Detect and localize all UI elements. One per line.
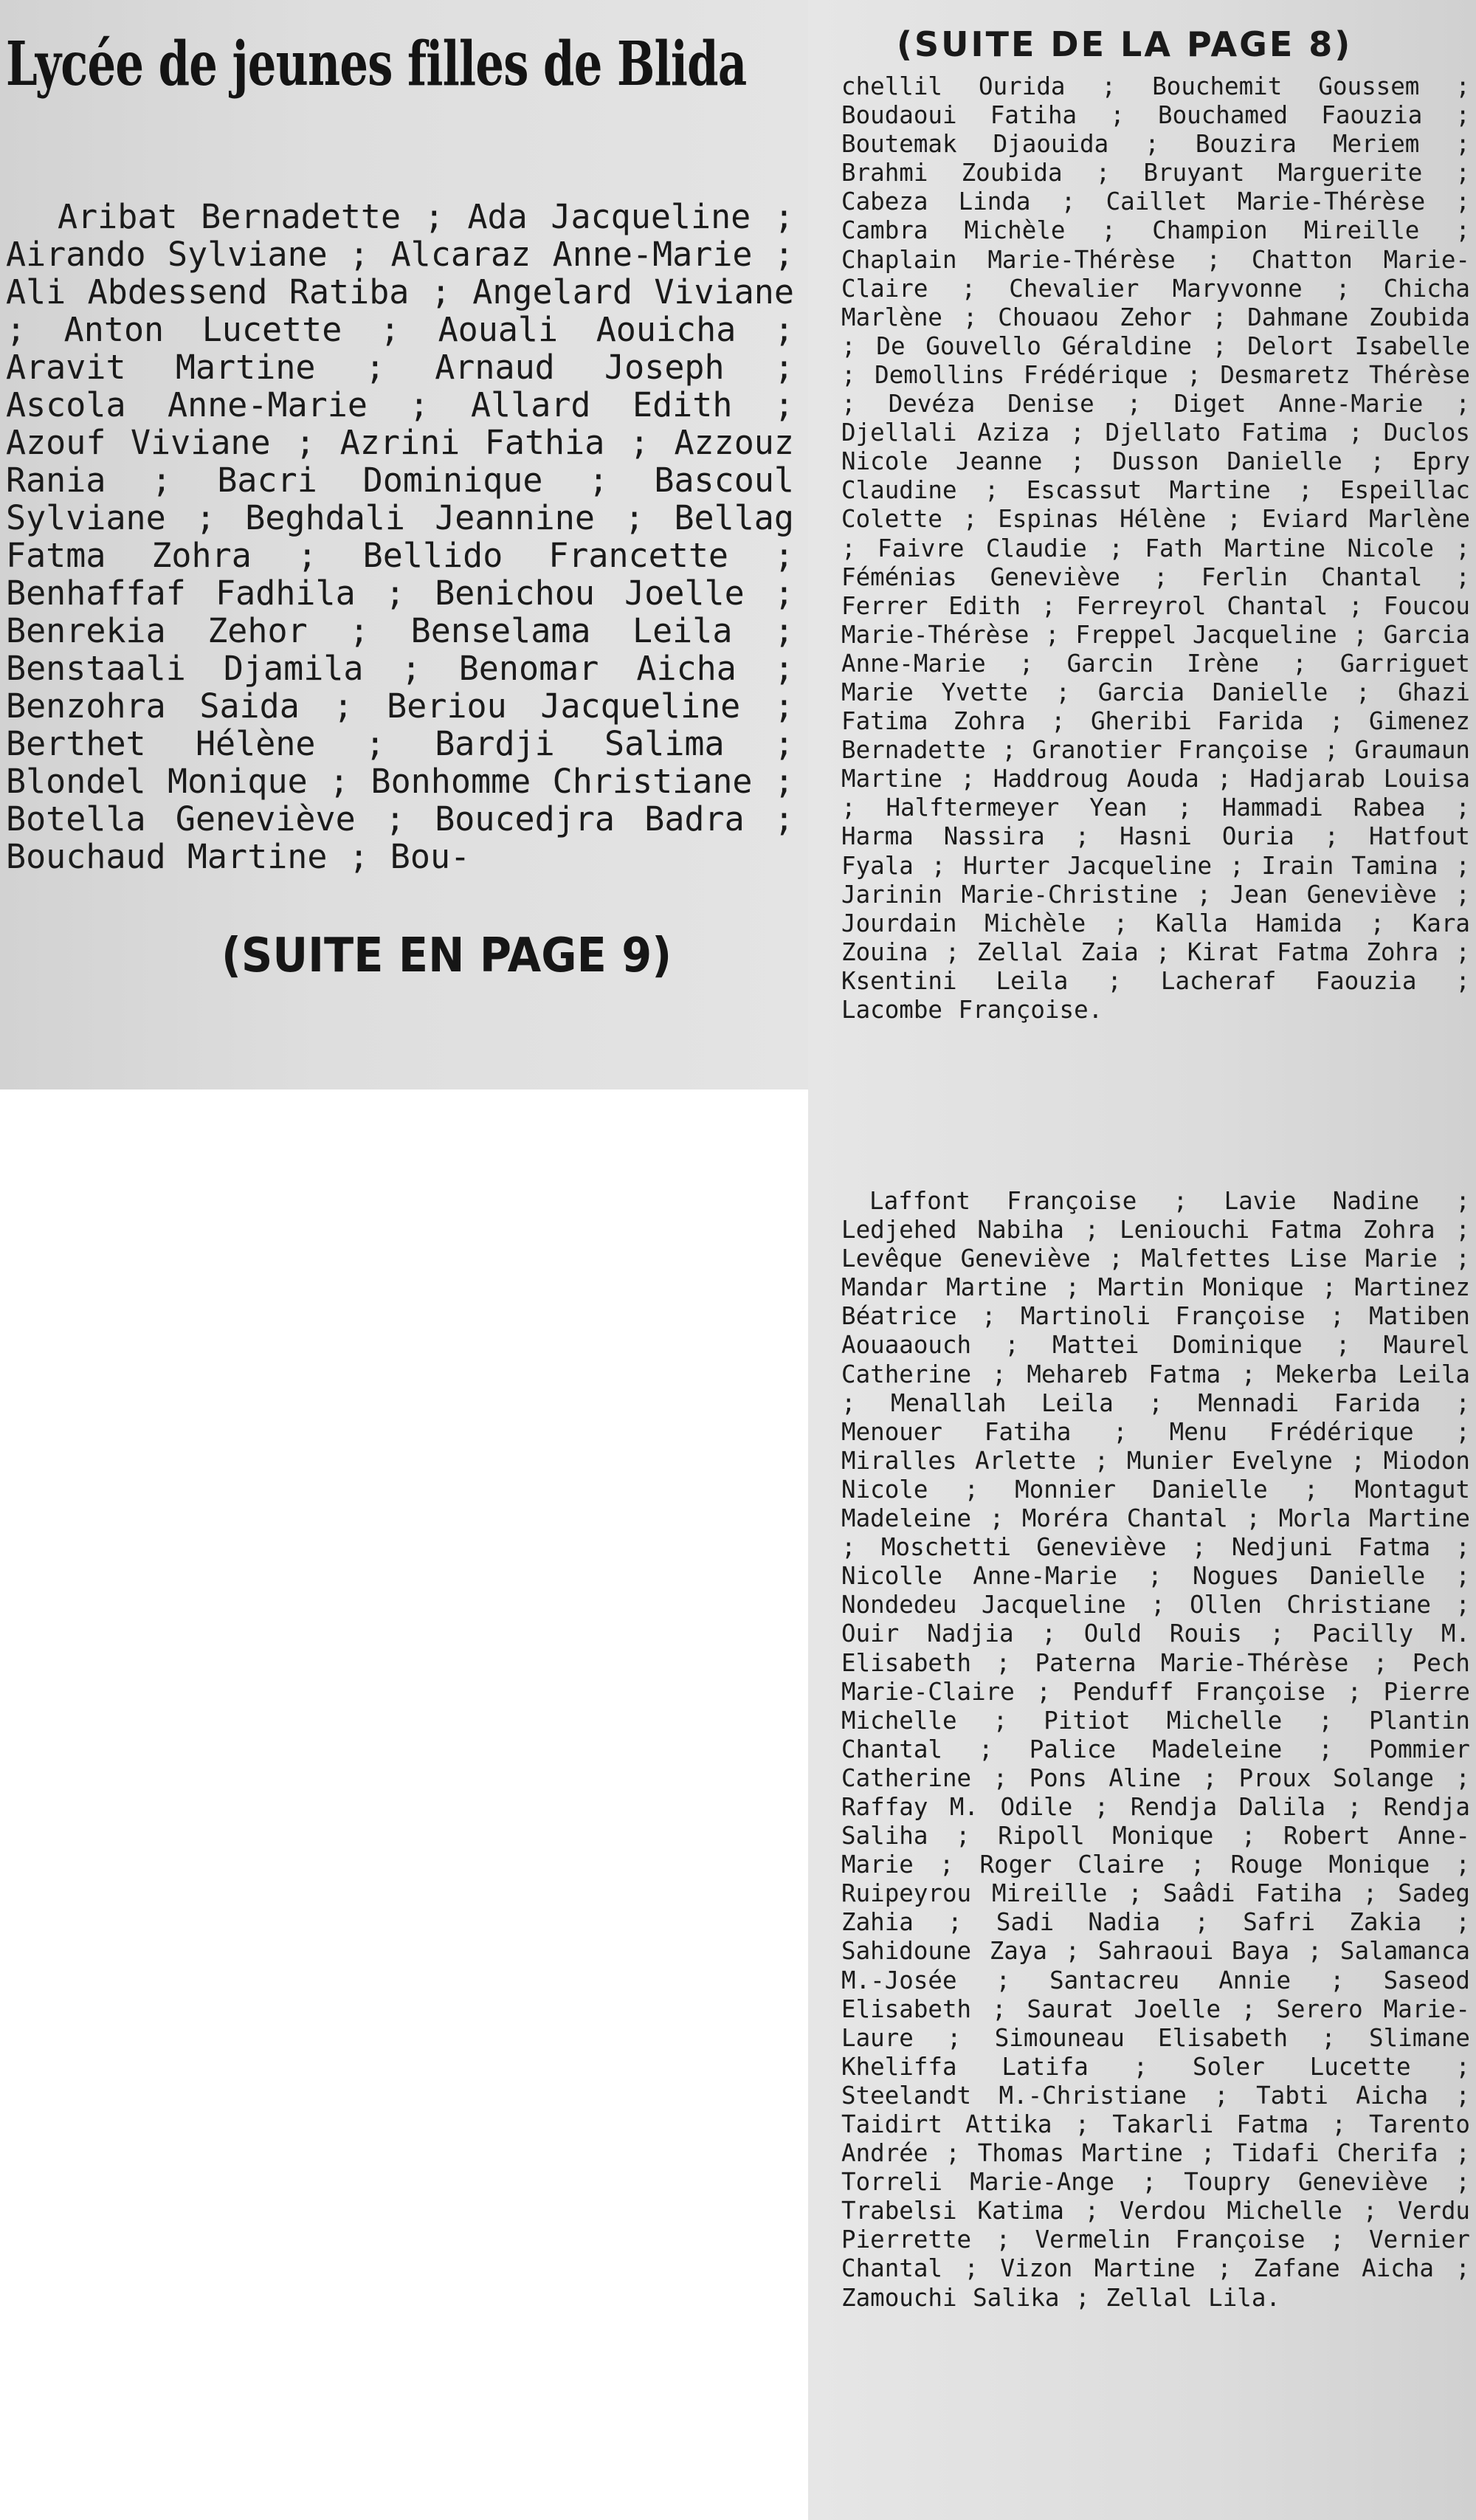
continued-on-page-note: (SUITE EN PAGE 9) bbox=[221, 929, 672, 983]
student-names-list-second-paragraph: Laffont Françoise ; Lavie Nadine ; Ledjehed Nabiha ; Leniouchi Fatma Zohra ; Levêque Geneviève ; Malfettes Lise Marie ; Mandar Martine ; Martin Monique ; Martinez Béatrice ; Martinoli Françoise ; Matiben Aouaaouch ; Mattei Dominique ; Maurel Catherine ; Mehareb Fatma ; Mekerba Leila ; Menallah Leila ; Mennadi Farida ; Menouer Fatiha ; Menu Frédérique ; Miralles Arlette ; Munier Evelyne ; Miodon Nicole ; Monnier Danielle ; Montagut Madeleine ; Moréra Chantal ; Morla Martine ; Moschetti Geneviève ; Nedjuni Fatma ; Nicolle Anne-Marie ; Nogues Danielle ; Nondedeu Jacqueline ; Ollen Christiane ; Ouir Nadjia ; Ould Rouis ; Pacilly M. Elisabeth ; Paterna Marie-Thérèse ; Pech Marie-Claire ; Penduff Françoise ; Pierre Michelle ; Pitiot Michelle ; Plantin Chantal ; Palice Madeleine ; Pommier Catherine ; Pons Aline ; Proux Solange ; Raffay M. Odile ; Rendja Dalila ; Rendja Saliha ; Ripoll Monique ; Robert Anne-Marie ; Roger Claire ; Rouge Monique ; Ruipeyrou Mireille ; Saâdi Fatiha ; Sadeg Zahia ; Sadi Nadia ; Safri Zakia ; Sahidoune Zaya ; Sahraoui Baya ; Salamanca M.-Josée ; Santacreu Annie ; Saseod Elisabeth ; Saurat Joelle ; Serero Marie-Laure ; Simouneau Elisabeth ; Slimane Kheliffa Latifa ; Soler Lucette ; Steelandt M.-Christiane ; Tabti Aicha ; Taidirt Attika ; Takarli Fatma ; Tarento Andrée ; Thomas Martine ; Tidafi Cherifa ; Torreli Marie-Ange ; Toupry Geneviève ; Trabelsi Katima ; Verdou Michelle ; Verdu Pierrette ; Vermelin Françoise ; Vernier Chantal ; Vizon Martine ; Zafane Aicha ; Zamouchi Salika ; Zellal Lila. bbox=[841, 1187, 1470, 2312]
article-clipping-left bbox=[0, 0, 808, 1089]
continued-from-page-note: (SUITE DE LA PAGE 8) bbox=[897, 24, 1353, 64]
article-headline: Lycée de jeunes filles de Blida bbox=[6, 29, 747, 100]
student-names-list-continued: chellil Ourida ; Bouchemit Goussem ; Boudaoui Fatiha ; Bouchamed Faouzia ; Boutemak Djaouida ; Bouzira Meriem ; Brahmi Zoubida ; Bruyant Marguerite ; Cabeza Linda ; Caillet Marie-Thérèse ; Cambra Michèle ; Champion Mireille ; Chaplain Marie-Thérèse ; Chatton Marie-Claire ; Chevalier Maryvonne ; Chicha Marlène ; Chouaou Zehor ; Dahmane Zoubida ; De Gouvello Géraldine ; Delort Isabelle ; Demollins Frédérique ; Desmaretz Thérèse ; Devéza Denise ; Diget Anne-Marie ; Djellali Aziza ; Djellato Fatima ; Duclos Nicole Jeanne ; Dusson Danielle ; Epry Claudine ; Escassut Martine ; Espeillac Colette ; Espinas Hélène ; Eviard Marlène ; Faivre Claudie ; Fath Martine Nicole ; Féménias Geneviève ; Ferlin Chantal ; Ferrer Edith ; Ferreyrol Chantal ; Foucou Marie-Thérèse ; Freppel Jacqueline ; Garcia Anne-Marie ; Garcin Irène ; Garriguet Marie Yvette ; Garcia Danielle ; Ghazi Fatima Zohra ; Gheribi Farida ; Gimenez Bernadette ; Granotier Françoise ; Graumaun Martine ; Haddroug Aouda ; Hadjarab Louisa ; Halftermeyer Yean ; Hammadi Rabea ; Harma Nassira ; Hasni Ouria ; Hatfout Fyala ; Hurter Jacqueline ; Irain Tamina ; Jarinin Marie-Christine ; Jean Geneviève ; Jourdain Michèle ; Kalla Hamida ; Kara Zouina ; Zellal Zaia ; Kirat Fatma Zohra ; Ksentini Leila ; Lacheraf Faouzia ; Lacombe Françoise. bbox=[841, 72, 1470, 1024]
article-clipping-continuation bbox=[808, 0, 1476, 2520]
student-names-list: Aribat Bernadette ; Ada Jacqueline ; Airando Sylviane ; Alcaraz Anne-Marie ; Ali Abdessend Ratiba ; Angelard Viviane ; Anton Lucette ; Aouali Aouicha ; Aravit Martine ; Arnaud Joseph ; Ascola Anne-Marie ; Allard Edith ; Azouf Viviane ; Azrini Fathia ; Azzouz Rania ; Bacri Dominique ; Bascoul Sylviane ; Beghdali Jeannine ; Bellag Fatma Zohra ; Bellido Francette ; Benhaffaf Fadhila ; Benichou Joelle ; Benrekia Zehor ; Benselama Leila ; Benstaali Djamila ; Benomar Aicha ; Benzohra Saida ; Beriou Jacqueline ; Berthet Hélène ; Bardji Salima ; Blondel Monique ; Bonhomme Christiane ; Botella Geneviève ; Boucedjra Badra ; Bouchaud Martine ; Bou- bbox=[6, 197, 794, 876]
